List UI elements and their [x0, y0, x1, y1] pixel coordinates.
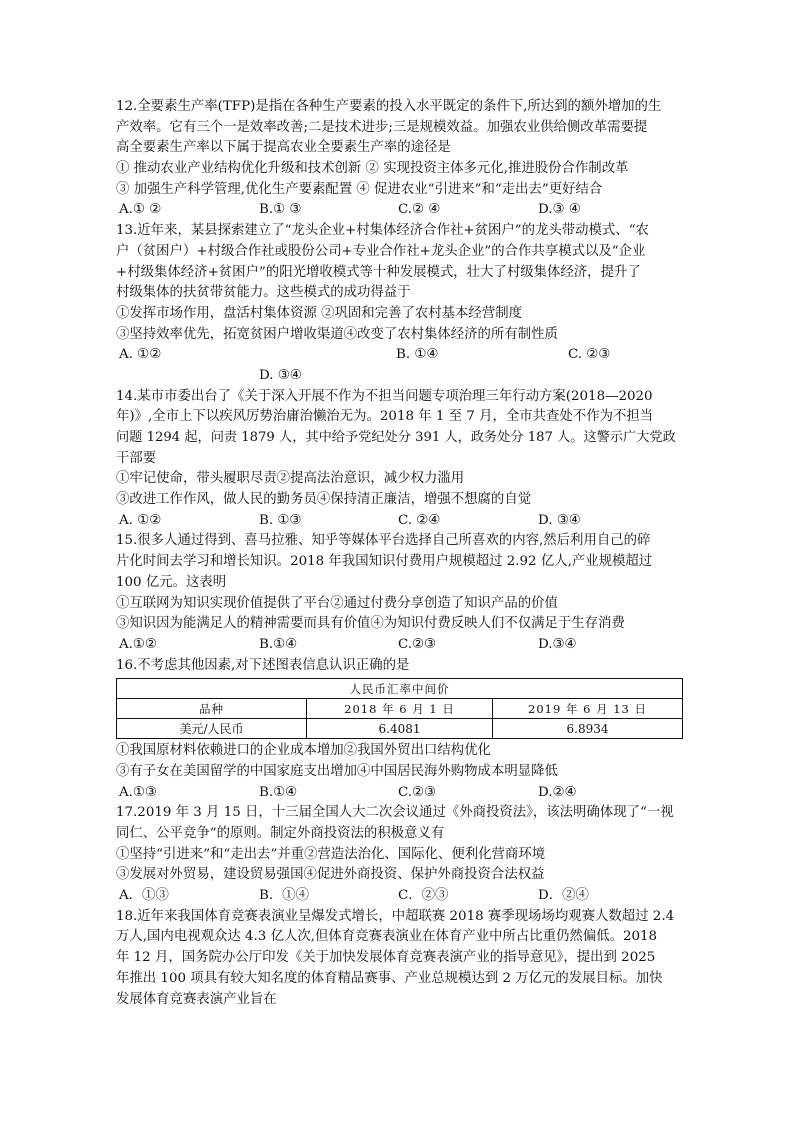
question-text-line: 年 12 月，国务院办公厅印发《关于加快发展体育竞赛表演产业的指导意见》，提出到 2025 — [116, 950, 656, 966]
option-d: D．②④ — [538, 888, 589, 904]
option-d: D.②④ — [538, 784, 577, 800]
statement-line: ③有子女在美国留学的中国家庭支出增加④中国居民海外购物成本明显降低 — [116, 763, 558, 779]
table-caption: 人民币汇率中间价 — [117, 679, 683, 699]
option-a: A. ①② — [119, 347, 162, 363]
option-c: C．②③ — [398, 888, 449, 904]
table-header-cell: 2019 年 6 月 13 日 — [493, 699, 683, 719]
statement-line: ③坚持效率优先，拓宽贫困户增收渠道④改变了农村集体经济的所有制性质 — [116, 326, 558, 342]
question-text-line: 万人,国内电视观众达 4.3 亿人次,但体育竞赛表演业在体育产业中所占比重仍然偏低。2018 — [116, 929, 658, 945]
option-b: B. ①③ — [259, 512, 302, 528]
question-14 — [116, 387, 682, 532]
question-text-line: 年)》,全市上下以疾风厉势治庸治懒治无为。2018 年 1 至 7 月，全市共查处不作为不担当 — [116, 409, 654, 425]
option-c: C.②③ — [398, 784, 437, 800]
exchange-rate-table — [116, 678, 683, 739]
statement-line: ③ 加强生产科学管理,优化生产要素配置 ④ 促进农业“引进来”和“走出去”更好结合 — [116, 181, 603, 197]
question-text-line: 17.2019 年 3 月 15 日，十三届全国人大二次会议通过《外商投资法》，该法明确体现了“一视 — [116, 805, 674, 821]
table-header-cell: 2018 年 6 月 1 日 — [307, 699, 493, 719]
statement-line: ①牢记使命，带头履职尽责②提高法治意识，减少权力滥用 — [116, 471, 465, 487]
question-text-line: 年推出 100 项具有较大知名度的体育精品赛事、产业总规模达到 2 万亿元的发展目标。加快 — [116, 970, 663, 986]
option-c: C.② ④ — [398, 202, 441, 218]
question-17 — [116, 803, 682, 906]
exam-page — [116, 97, 682, 1010]
table-cell: 6.4081 — [307, 719, 493, 739]
question-text-line: 干部要 — [116, 450, 157, 466]
option-b: B.①④ — [259, 784, 298, 800]
question-text-line: 14.某市市委出台了《关于深入开展不作为不担当问题专项治理三年行动方案(2018—2020 — [116, 388, 653, 404]
option-a: A. ①② — [119, 512, 162, 528]
statement-line: ③改进工作作风，做人民的勤务员④保持清正廉洁，增强不想腐的自觉 — [116, 492, 532, 508]
option-a: A.①③ — [119, 784, 157, 800]
option-c: C. ②④ — [398, 512, 441, 528]
option-a: A．①③ — [119, 888, 169, 904]
question-text-line: 16.不考虑其他因素,对下述图表信息认识正确的是 — [116, 657, 410, 673]
option-d: D. ③④ — [538, 512, 581, 528]
option-a: A.① ② — [119, 202, 162, 218]
option-b: B. ①④ — [396, 347, 439, 363]
question-12 — [116, 97, 682, 221]
statement-line: ①发挥市场作用，盘活村集体资源 ②巩固和完善了农村基本经营制度 — [116, 305, 522, 321]
table-cell: 6.8934 — [493, 719, 683, 739]
statement-line: ① 推动农业产业结构优化升级和技术创新 ② 实现投资主体多元化,推进股份合作制改革 — [116, 161, 629, 177]
answer-options — [116, 345, 682, 366]
question-13 — [116, 221, 682, 387]
question-text-line: 12.全要素生产率(TFP)是指在各种生产要素的投入水平既定的条件下,所达到的额外增加的生 — [116, 99, 662, 114]
table-cell: 美元/人民币 — [117, 719, 307, 739]
question-text-line: 100 亿元。这表明 — [116, 574, 227, 590]
statement-line: ③发展对外贸易，建设贸易强国④促进外商投资、保护外商投资合法权益 — [116, 867, 545, 883]
question-text-line: 同仁、公平竞争”的原则。制定外商投资法的积极意义有 — [116, 826, 445, 841]
question-text-line: +村级集体经济+贫困户”的阳光增收模式等十种发展模式，壮大了村级集体经济，提升了 — [116, 264, 641, 280]
question-15 — [116, 531, 682, 655]
table-row — [117, 719, 683, 739]
answer-options — [116, 886, 682, 907]
question-text-line: 15.很多人通过得到、喜马拉雅、知乎等媒体平台选择自己所喜欢的内容,然后利用自己的碎 — [116, 533, 651, 549]
option-b: B.① ③ — [259, 202, 302, 218]
table-header-cell: 品种 — [117, 699, 307, 719]
option-d: D.③④ — [538, 636, 577, 652]
question-text-line: 户（贫困户）+村级合作社或股份公司+专业合作社+龙头企业”的合作共享模式以及“企业 — [116, 243, 646, 259]
statement-line: ①互联网为知识实现价值提供了平台②通过付费分享创造了知识产品的价值 — [116, 595, 558, 611]
question-text-line: 高全要素生产率以下属于提高农业全要素生产率的途径是 — [116, 140, 451, 156]
answer-options — [116, 783, 682, 804]
question-text-line: 片化时间去学习和增长知识。2018 年我国知识付费用户规模超过 2.92 亿人,产业规模超过 — [116, 554, 653, 570]
option-c: C.②③ — [398, 636, 437, 652]
option-c: C. ②③ — [568, 347, 611, 363]
answer-options — [116, 511, 682, 532]
option-a: A.①② — [119, 636, 157, 652]
option-b: B．①④ — [259, 888, 310, 904]
question-text-line: 13.近年来，某县探索建立了“龙头企业+村集体经济合作社+贫困户”的龙头带动模式、“农 — [116, 223, 649, 239]
question-text-line: 问题 1294 起，问责 1879 人，其中给予党纪处分 391 人，政务处分 187 人。这警示广大党政 — [116, 430, 676, 445]
question-text-line: 发展体育竞赛表演产业旨在 — [116, 991, 277, 1007]
question-16 — [116, 656, 682, 804]
option-d: D.③ ④ — [538, 202, 581, 218]
question-text-line: 村级集体的扶贫带贫能力。这些模式的成功得益于 — [116, 285, 411, 301]
option-b: B.①④ — [259, 636, 298, 652]
option-d: D. ③④ — [259, 367, 302, 383]
question-text-line: 产效率。它有三个一是效率改善;二是技术进步;三是规模效益。加强农业供给侧改革需要提 — [116, 119, 648, 135]
statement-line: ①坚持“引进来”和“走出去”并重②营造法治化、国际化、便利化营商环境 — [116, 846, 546, 862]
statement-line: ③知识因为能满足人的精神需要而具有价值④为知识付费反映人们不仅满足于生存消费 — [116, 616, 625, 632]
statement-line: ①我国原材料依赖进口的企业成本增加②我国外贸出口结构优化 — [116, 743, 491, 759]
question-18 — [116, 907, 682, 1010]
answer-options — [116, 200, 682, 221]
answer-options — [116, 635, 682, 656]
question-text-line: 18.近年来我国体育竞赛表演业呈爆发式增长，中超联赛 2018 赛季现场场均观赛人数超过 2.4 — [116, 908, 675, 924]
